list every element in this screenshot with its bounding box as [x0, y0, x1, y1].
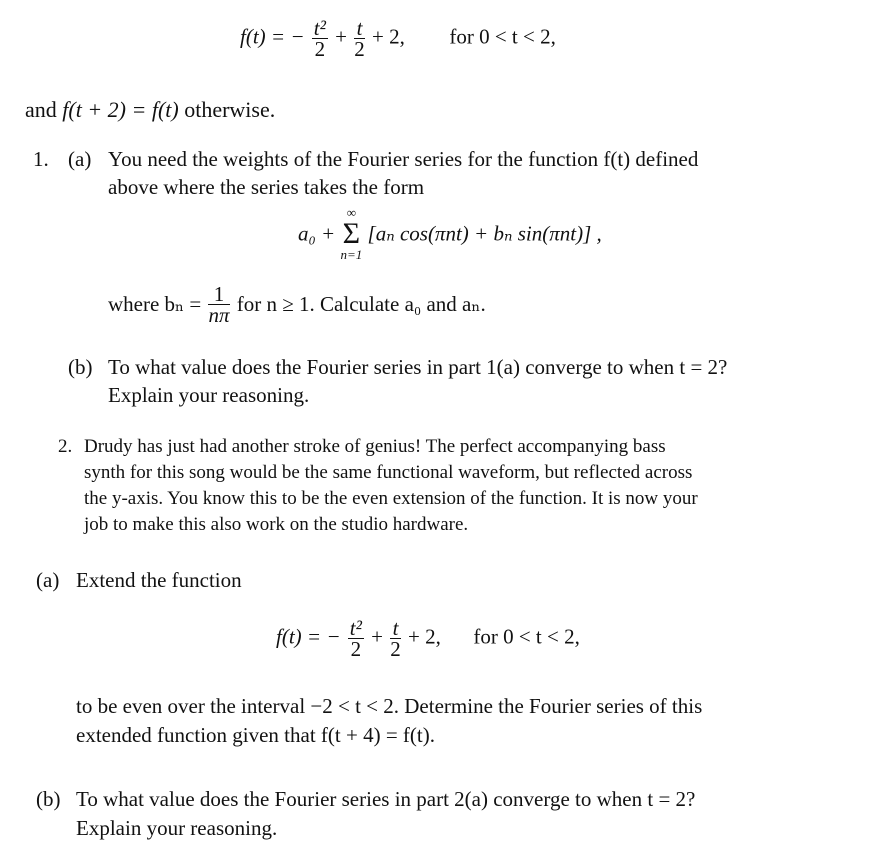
top-eq-frac2: [354, 18, 365, 59]
q2-eq-frac1-den: 2: [350, 637, 362, 661]
q1-number: 1.: [33, 147, 49, 171]
series-formula: [298, 206, 602, 262]
q2b-line2: Explain your reasoning.: [76, 816, 278, 840]
where-suffix: for n ≥ 1. Calculate a₀ and aₙ.: [236, 292, 486, 316]
periodicity-suffix: otherwise.: [184, 97, 276, 122]
q2-eq-plus: +: [371, 624, 383, 649]
q2-eq-frac1-num: t²: [349, 616, 362, 640]
top-eq-lhs: f(t) = −: [240, 24, 305, 49]
top-eq-frac1-num: t²: [313, 16, 326, 40]
series-upper-limit: ∞: [346, 205, 357, 220]
q2a-label: (a): [36, 568, 60, 592]
q1b-line2: Explain your reasoning.: [108, 383, 310, 407]
series-sigma: Σ: [342, 217, 361, 250]
top-eq-frac1: [312, 18, 328, 59]
top-eq-rest: + 2,: [371, 24, 405, 49]
q2-eq-frac2: [390, 618, 401, 659]
q2-eq-condition: for 0 < t < 2,: [473, 624, 580, 649]
periodicity-line: [25, 96, 275, 123]
q1b-line1: To what value does the Fourier series in part 1(a) converge to when t = 2?: [108, 355, 728, 379]
periodicity-prefix: and: [25, 97, 57, 122]
where-frac-num: 1: [208, 284, 229, 305]
q2-line4: job to make this also work on the studio hardware.: [84, 514, 469, 535]
q2b-line1: To what value does the Fourier series in part 2(a) converge to when t = 2?: [76, 787, 696, 811]
top-eq-condition: for 0 < t < 2,: [449, 24, 556, 49]
q2-line1: Drudy has just had another stroke of genius! The perfect accompanying bass: [84, 436, 666, 457]
q2-eq-frac2-num: t: [390, 618, 401, 639]
q2-number: 2.: [58, 436, 73, 457]
q1b-label: (b): [68, 355, 93, 379]
periodicity-equation: f(t + 2) = f(t): [62, 97, 179, 122]
q2-eq-frac1: [348, 618, 364, 659]
top-eq-frac2-num: t: [354, 18, 365, 39]
where-prefix: where bₙ =: [108, 292, 202, 316]
series-lower-limit: n=1: [340, 247, 363, 262]
q2-line3: the y-axis. You know this to be the even extension of the function. It is now your: [84, 488, 698, 509]
q2a-line4: extended function given that f(t + 4) = f(t).: [76, 723, 435, 747]
q2-equation: [276, 618, 580, 659]
top-equation: [240, 18, 556, 59]
where-bn-line: [108, 284, 486, 325]
series-body: [aₙ cos(πnt) + bₙ sin(πnt)] ,: [367, 221, 602, 246]
series-sum: [340, 206, 362, 262]
q1a-line2: above where the series takes the form: [108, 175, 425, 199]
q2-eq-rest: + 2,: [407, 624, 441, 649]
q1a-line1: You need the weights of the Fourier series for the function f(t) defined: [108, 147, 699, 171]
top-eq-frac1-den: 2: [314, 37, 326, 61]
q2a-text: Extend the function: [76, 568, 242, 592]
q1a-label: (a): [68, 147, 92, 171]
q2-eq-frac2-den: 2: [390, 637, 401, 661]
series-a0: a₀ +: [298, 221, 336, 246]
top-eq-frac2-den: 2: [354, 37, 365, 61]
where-frac-den: nπ: [208, 303, 230, 327]
q2-line2: synth for this song would be the same functional waveform, but reflected across: [84, 462, 693, 483]
where-frac: [208, 284, 229, 325]
q2a-line3: to be even over the interval −2 < t < 2. Determine the Fourier series of this: [76, 694, 703, 718]
q2-eq-lhs: f(t) = −: [276, 624, 341, 649]
q2b-label: (b): [36, 787, 61, 811]
top-eq-plus: +: [335, 24, 347, 49]
